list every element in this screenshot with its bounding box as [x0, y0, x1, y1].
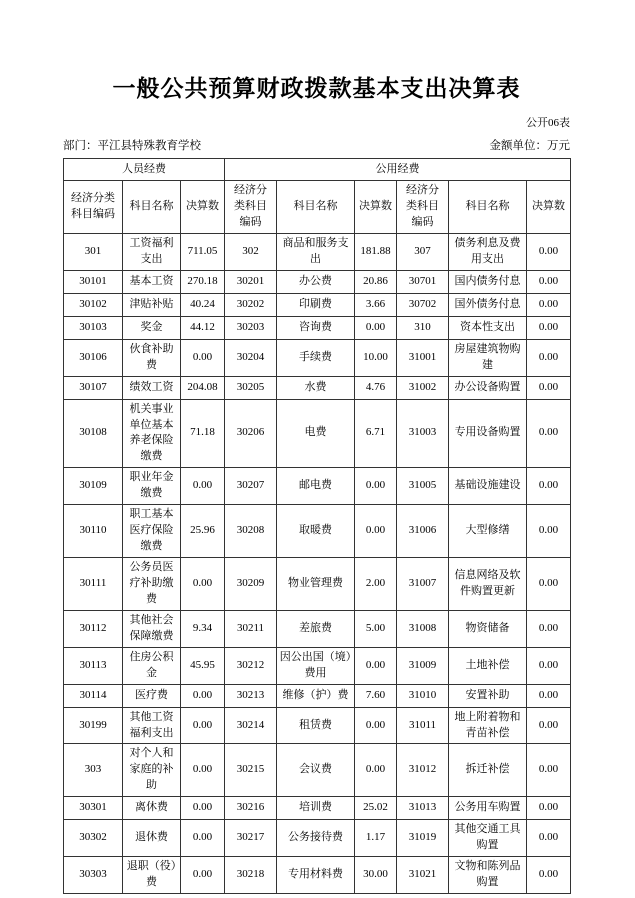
- subject-name-cell: 伙食补助费: [123, 339, 181, 376]
- meta-line: [63, 139, 570, 154]
- table-row: [64, 820, 571, 857]
- table-row: [64, 707, 571, 744]
- group-header-public: 公用经费: [225, 159, 571, 181]
- amount-cell: 0.00: [527, 339, 571, 376]
- subject-code-cell: 31001: [397, 339, 449, 376]
- subject-name-cell: 其他交通工具购置: [449, 820, 527, 857]
- subject-code-cell: 30301: [64, 797, 123, 820]
- table-row: [64, 293, 571, 316]
- document-content: [63, 74, 570, 894]
- subject-code-cell: 31006: [397, 505, 449, 558]
- subject-code-cell: 31007: [397, 558, 449, 611]
- subject-name-cell: 办公设备购置: [449, 376, 527, 399]
- group-header-row: [64, 159, 571, 181]
- subject-name-cell: 基本工资: [123, 270, 181, 293]
- subject-name-cell: 专用设备购置: [449, 399, 527, 468]
- table-row: [64, 399, 571, 468]
- amount-cell: 0.00: [527, 647, 571, 684]
- table-row: [64, 610, 571, 647]
- subject-code-cell: 30206: [225, 399, 277, 468]
- subject-code-cell: 30103: [64, 316, 123, 339]
- subject-code-cell: 30109: [64, 468, 123, 505]
- amount-cell: 0.00: [181, 820, 225, 857]
- subject-code-cell: 30216: [225, 797, 277, 820]
- subject-name-cell: 因公出国（境）费用: [277, 647, 355, 684]
- table-row: [64, 505, 571, 558]
- subject-name-cell: 公务接待费: [277, 820, 355, 857]
- subject-code-cell: 30211: [225, 610, 277, 647]
- amount-cell: 0.00: [527, 293, 571, 316]
- subject-code-cell: 31003: [397, 399, 449, 468]
- amount-cell: 45.95: [181, 647, 225, 684]
- unit-field: [490, 139, 571, 154]
- subject-code-cell: 30212: [225, 647, 277, 684]
- subject-name-cell: 退职（役）费: [123, 857, 181, 894]
- subject-name-cell: 资本性支出: [449, 316, 527, 339]
- amount-cell: 0.00: [181, 707, 225, 744]
- subject-code-cell: 301: [64, 233, 123, 270]
- subject-code-cell: 31002: [397, 376, 449, 399]
- amount-cell: 181.88: [355, 233, 397, 270]
- subject-name-cell: 国外债务付息: [449, 293, 527, 316]
- subject-name-cell: 电费: [277, 399, 355, 468]
- amount-cell: 3.66: [355, 293, 397, 316]
- subject-name-cell: 离休费: [123, 797, 181, 820]
- subject-code-cell: 30101: [64, 270, 123, 293]
- subject-name-cell: 取暖费: [277, 505, 355, 558]
- subject-code-cell: 30303: [64, 857, 123, 894]
- subject-name-cell: 物资储备: [449, 610, 527, 647]
- subject-code-cell: 30213: [225, 684, 277, 707]
- subject-code-cell: 30111: [64, 558, 123, 611]
- subject-name-cell: 咨询费: [277, 316, 355, 339]
- column-header-code: 经济分类科目编码: [64, 181, 123, 234]
- subject-code-cell: 31021: [397, 857, 449, 894]
- amount-cell: 0.00: [181, 339, 225, 376]
- subject-code-cell: 30214: [225, 707, 277, 744]
- amount-cell: 71.18: [181, 399, 225, 468]
- subject-name-cell: 职工基本医疗保险缴费: [123, 505, 181, 558]
- subject-name-cell: 奖金: [123, 316, 181, 339]
- subject-code-cell: 30215: [225, 744, 277, 797]
- amount-cell: 4.76: [355, 376, 397, 399]
- group-header-personnel: 人员经费: [64, 159, 225, 181]
- subject-name-cell: 对个人和家庭的补助: [123, 744, 181, 797]
- amount-cell: 9.34: [181, 610, 225, 647]
- subject-code-cell: 30199: [64, 707, 123, 744]
- amount-cell: 0.00: [355, 505, 397, 558]
- subject-code-cell: 31008: [397, 610, 449, 647]
- subject-code-cell: 30113: [64, 647, 123, 684]
- amount-cell: 0.00: [527, 468, 571, 505]
- amount-cell: 0.00: [181, 797, 225, 820]
- subject-name-cell: 大型修缮: [449, 505, 527, 558]
- subject-name-cell: 培训费: [277, 797, 355, 820]
- subject-name-cell: 会议费: [277, 744, 355, 797]
- amount-cell: 0.00: [527, 744, 571, 797]
- subject-name-cell: 印刷费: [277, 293, 355, 316]
- amount-cell: 0.00: [527, 610, 571, 647]
- amount-cell: 0.00: [181, 468, 225, 505]
- amount-cell: 0.00: [355, 707, 397, 744]
- table-row: [64, 376, 571, 399]
- table-row: [64, 270, 571, 293]
- subject-name-cell: 退休费: [123, 820, 181, 857]
- amount-cell: 0.00: [527, 684, 571, 707]
- amount-cell: 0.00: [527, 399, 571, 468]
- budget-table: [63, 158, 571, 894]
- subject-name-cell: 维修（护）费: [277, 684, 355, 707]
- subject-code-cell: 30217: [225, 820, 277, 857]
- department-name: 平江县特殊教育学校: [97, 140, 201, 152]
- column-header-name: 科目名称: [123, 181, 181, 234]
- table-row: [64, 797, 571, 820]
- subject-name-cell: 国内债务付息: [449, 270, 527, 293]
- subject-code-cell: 303: [64, 744, 123, 797]
- subject-code-cell: 30209: [225, 558, 277, 611]
- amount-cell: 0.00: [527, 505, 571, 558]
- department-label: 部门：: [63, 140, 98, 152]
- amount-cell: 0.00: [181, 744, 225, 797]
- subject-code-cell: 30208: [225, 505, 277, 558]
- unit-label: 金额单位：: [489, 140, 547, 152]
- amount-cell: 0.00: [527, 857, 571, 894]
- subject-name-cell: 机关事业单位基本养老保险缴费: [123, 399, 181, 468]
- subject-code-cell: 30108: [64, 399, 123, 468]
- column-header-name: 科目名称: [277, 181, 355, 234]
- subject-code-cell: 31010: [397, 684, 449, 707]
- column-header-row: [64, 181, 571, 234]
- subject-code-cell: 30203: [225, 316, 277, 339]
- subject-code-cell: 31009: [397, 647, 449, 684]
- amount-cell: 7.60: [355, 684, 397, 707]
- subject-code-cell: 30106: [64, 339, 123, 376]
- subject-name-cell: 基础设施建设: [449, 468, 527, 505]
- subject-name-cell: 安置补助: [449, 684, 527, 707]
- subject-code-cell: 30702: [397, 293, 449, 316]
- amount-cell: 40.24: [181, 293, 225, 316]
- table-row: [64, 558, 571, 611]
- column-header-code: 经济分类科目编码: [225, 181, 277, 234]
- subject-name-cell: 文物和陈列品购置: [449, 857, 527, 894]
- amount-cell: 204.08: [181, 376, 225, 399]
- subject-name-cell: 水费: [277, 376, 355, 399]
- table-row: [64, 684, 571, 707]
- subject-name-cell: 公务员医疗补助缴费: [123, 558, 181, 611]
- column-header-amount: 决算数: [181, 181, 225, 234]
- subject-code-cell: 30218: [225, 857, 277, 894]
- subject-name-cell: 土地补偿: [449, 647, 527, 684]
- subject-name-cell: 其他社会保障缴费: [123, 610, 181, 647]
- amount-cell: 0.00: [527, 820, 571, 857]
- subject-name-cell: 住房公积金: [123, 647, 181, 684]
- amount-cell: 0.00: [355, 468, 397, 505]
- amount-cell: 0.00: [181, 857, 225, 894]
- amount-cell: 0.00: [355, 647, 397, 684]
- subject-name-cell: 津贴补贴: [123, 293, 181, 316]
- amount-cell: 1.17: [355, 820, 397, 857]
- subject-name-cell: 医疗费: [123, 684, 181, 707]
- amount-cell: 2.00: [355, 558, 397, 611]
- subject-name-cell: 债务利息及费用支出: [449, 233, 527, 270]
- amount-cell: 0.00: [527, 707, 571, 744]
- subject-code-cell: 30701: [397, 270, 449, 293]
- amount-cell: 0.00: [181, 684, 225, 707]
- subject-code-cell: 30204: [225, 339, 277, 376]
- subject-code-cell: 30205: [225, 376, 277, 399]
- subject-code-cell: 31005: [397, 468, 449, 505]
- subject-code-cell: 30112: [64, 610, 123, 647]
- column-header-code: 经济分类科目编码: [397, 181, 449, 234]
- table-row: [64, 339, 571, 376]
- table-row: [64, 744, 571, 797]
- amount-cell: 10.00: [355, 339, 397, 376]
- subject-code-cell: 310: [397, 316, 449, 339]
- subject-name-cell: 专用材料费: [277, 857, 355, 894]
- subject-name-cell: 房屋建筑物购建: [449, 339, 527, 376]
- subject-name-cell: 租赁费: [277, 707, 355, 744]
- amount-cell: 0.00: [527, 316, 571, 339]
- subject-code-cell: 31012: [397, 744, 449, 797]
- column-header-name: 科目名称: [449, 181, 527, 234]
- subject-name-cell: 工资福利支出: [123, 233, 181, 270]
- subject-code-cell: 30302: [64, 820, 123, 857]
- amount-cell: 20.86: [355, 270, 397, 293]
- subject-name-cell: 地上附着物和青苗补偿: [449, 707, 527, 744]
- budget-table-body: [64, 233, 571, 893]
- column-header-amount: 决算数: [527, 181, 571, 234]
- amount-cell: 30.00: [355, 857, 397, 894]
- table-row: [64, 233, 571, 270]
- amount-cell: 0.00: [355, 316, 397, 339]
- subject-name-cell: 差旅费: [277, 610, 355, 647]
- amount-cell: 0.00: [181, 558, 225, 611]
- table-row: [64, 468, 571, 505]
- subject-name-cell: 绩效工资: [123, 376, 181, 399]
- subject-code-cell: 31011: [397, 707, 449, 744]
- subject-code-cell: 307: [397, 233, 449, 270]
- amount-cell: 0.00: [527, 233, 571, 270]
- subject-code-cell: 30107: [64, 376, 123, 399]
- subject-name-cell: 职业年金缴费: [123, 468, 181, 505]
- subject-name-cell: 手续费: [277, 339, 355, 376]
- table-row: [64, 647, 571, 684]
- subject-code-cell: 30114: [64, 684, 123, 707]
- amount-cell: 44.12: [181, 316, 225, 339]
- amount-cell: 0.00: [527, 270, 571, 293]
- subject-name-cell: 邮电费: [277, 468, 355, 505]
- amount-cell: 0.00: [355, 744, 397, 797]
- subject-name-cell: 公务用车购置: [449, 797, 527, 820]
- unit-value: 万元: [547, 140, 570, 152]
- subject-code-cell: 302: [225, 233, 277, 270]
- subject-code-cell: 30201: [225, 270, 277, 293]
- subject-code-cell: 31019: [397, 820, 449, 857]
- amount-cell: 0.00: [527, 797, 571, 820]
- form-number: 公开06表: [526, 117, 570, 129]
- amount-cell: 711.05: [181, 233, 225, 270]
- amount-cell: 25.96: [181, 505, 225, 558]
- subject-code-cell: 30207: [225, 468, 277, 505]
- subject-code-cell: 31013: [397, 797, 449, 820]
- subject-name-cell: 物业管理费: [277, 558, 355, 611]
- subject-code-cell: 30102: [64, 293, 123, 316]
- amount-cell: 25.02: [355, 797, 397, 820]
- amount-cell: 0.00: [527, 558, 571, 611]
- amount-cell: 270.18: [181, 270, 225, 293]
- table-row: [64, 857, 571, 894]
- page-title: 一般公共预算财政拨款基本支出决算表: [112, 75, 521, 101]
- department-field: [63, 139, 201, 154]
- subject-name-cell: 办公费: [277, 270, 355, 293]
- column-header-amount: 决算数: [355, 181, 397, 234]
- subject-name-cell: 信息网络及软件购置更新: [449, 558, 527, 611]
- subject-code-cell: 30110: [64, 505, 123, 558]
- amount-cell: 0.00: [527, 376, 571, 399]
- subject-name-cell: 商品和服务支出: [277, 233, 355, 270]
- subject-code-cell: 30202: [225, 293, 277, 316]
- table-row: [64, 316, 571, 339]
- amount-cell: 5.00: [355, 610, 397, 647]
- subject-name-cell: 其他工资福利支出: [123, 707, 181, 744]
- amount-cell: 6.71: [355, 399, 397, 468]
- subject-name-cell: 拆迁补偿: [449, 744, 527, 797]
